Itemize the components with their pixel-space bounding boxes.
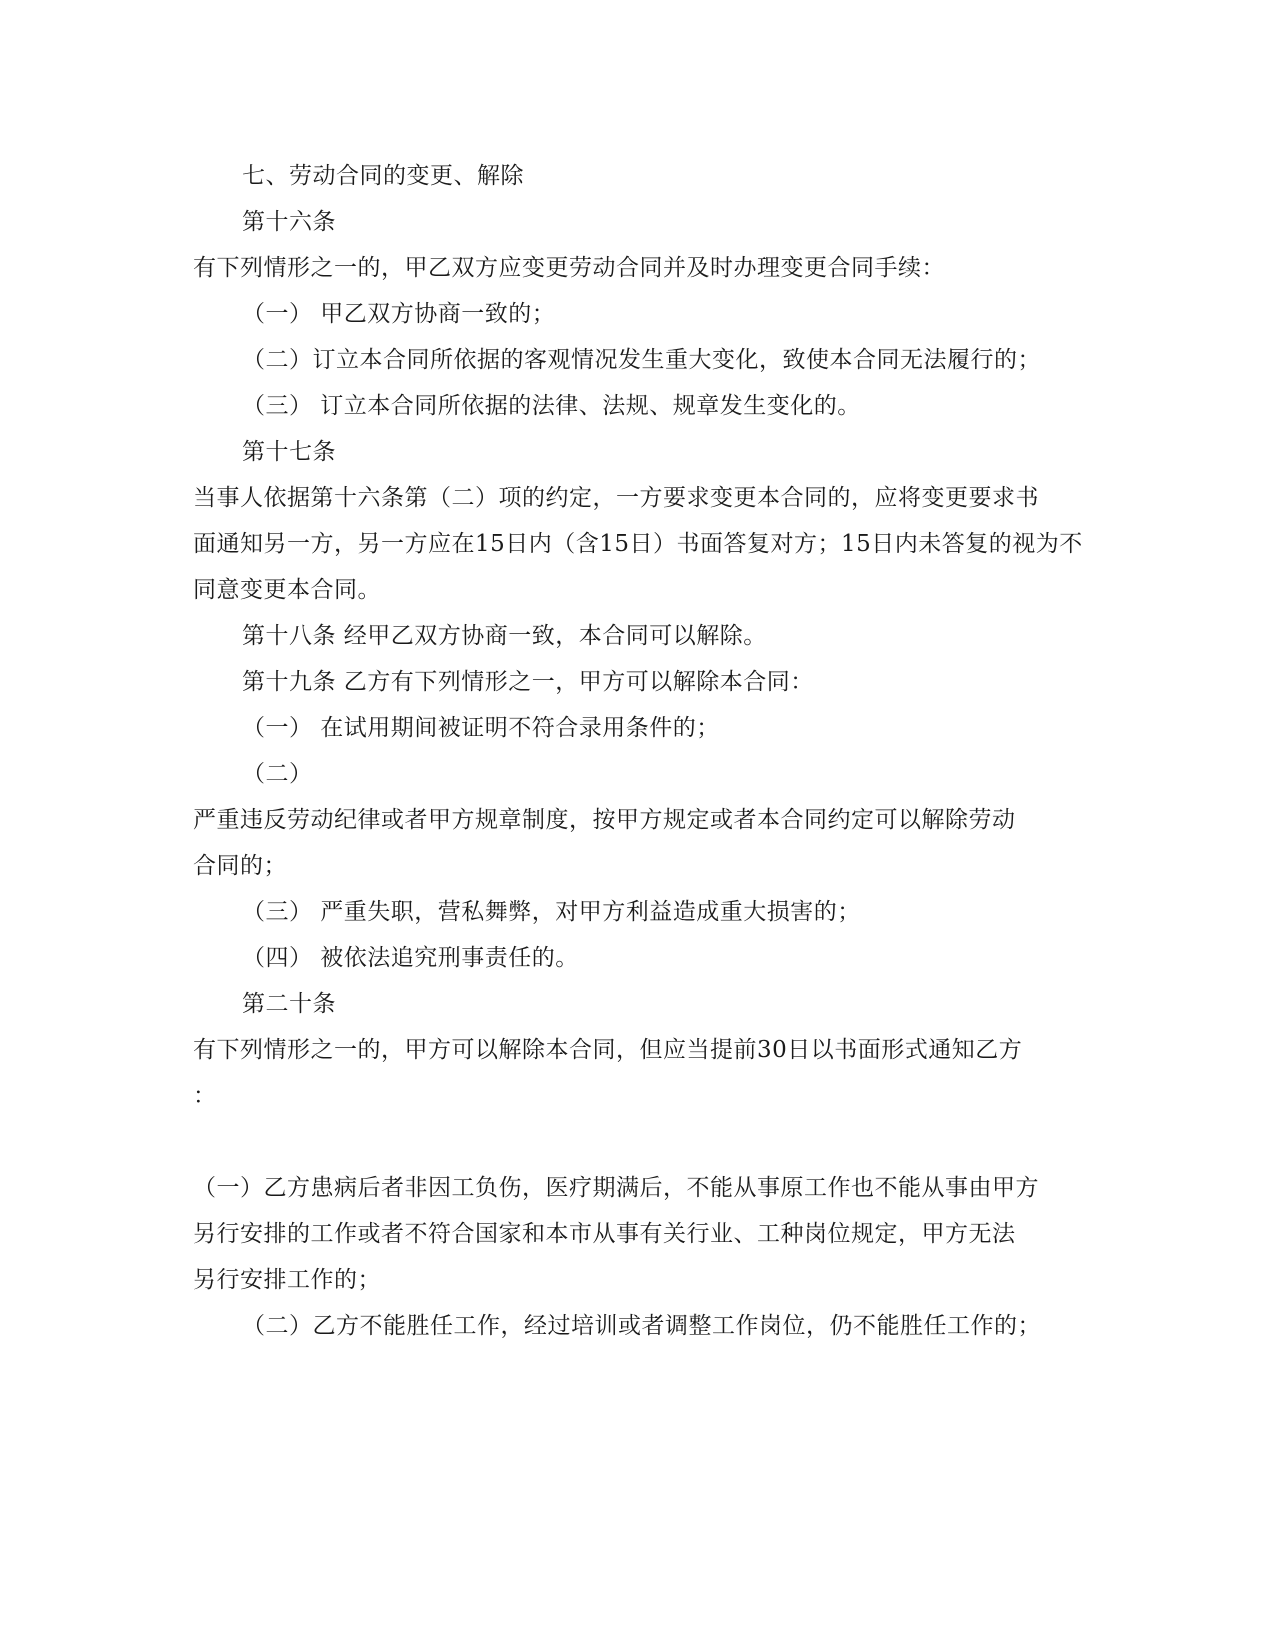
- list-item: （一） 甲乙双方协商一致的；: [242, 301, 556, 327]
- list-item: （三） 严重失职，营私舞弊，对甲方利益造成重大损害的；: [242, 899, 861, 925]
- paragraph-line: 同意变更本合同。: [193, 577, 381, 603]
- paragraph-line: 面通知另一方，另一方应在15日内（含15日）书面答复对方；15日内未答复的视为不: [193, 531, 1083, 557]
- list-item: （二）: [242, 761, 313, 787]
- paragraph-line: ：: [193, 1083, 217, 1109]
- paragraph-line: （一）乙方患病后者非因工负伤，医疗期满后，不能从事原工作也不能从事由甲方: [193, 1175, 1039, 1201]
- paragraph-line: 合同的；: [193, 853, 287, 879]
- paragraph-line: 当事人依据第十六条第（二）项的约定，一方要求变更本合同的，应将变更要求书: [193, 485, 1039, 511]
- list-item: （一） 在试用期间被证明不符合录用条件的；: [242, 715, 720, 741]
- paragraph-line: 另行安排工作的；: [193, 1267, 381, 1293]
- list-item: （四） 被依法追究刑事责任的。: [242, 945, 579, 971]
- article-heading: 第十七条: [242, 439, 336, 465]
- paragraph-line: 严重违反劳动纪律或者甲方规章制度，按甲方规定或者本合同约定可以解除劳动: [193, 807, 1016, 833]
- section-heading: 七、劳动合同的变更、解除: [242, 163, 524, 189]
- article-heading: 第十六条: [242, 209, 336, 235]
- article-line: 第十八条 经甲乙双方协商一致，本合同可以解除。: [242, 623, 767, 649]
- paragraph-line: 有下列情形之一的，甲乙双方应变更劳动合同并及时办理变更合同手续：: [193, 255, 945, 281]
- article-heading: 第二十条: [242, 991, 336, 1017]
- list-item: （二）乙方不能胜任工作，经过培训或者调整工作岗位，仍不能胜任工作的；: [242, 1313, 1041, 1339]
- paragraph-line: 另行安排的工作或者不符合国家和本市从事有关行业、工种岗位规定，甲方无法: [193, 1221, 1016, 1247]
- paragraph-line: 有下列情形之一的，甲方可以解除本合同，但应当提前30日以书面形式通知乙方: [193, 1037, 1023, 1063]
- list-item: （二）订立本合同所依据的客观情况发生重大变化，致使本合同无法履行的；: [242, 347, 1041, 373]
- article-line: 第十九条 乙方有下列情形之一，甲方可以解除本合同：: [242, 669, 814, 695]
- list-item: （三） 订立本合同所依据的法律、法规、规章发生变化的。: [242, 393, 861, 419]
